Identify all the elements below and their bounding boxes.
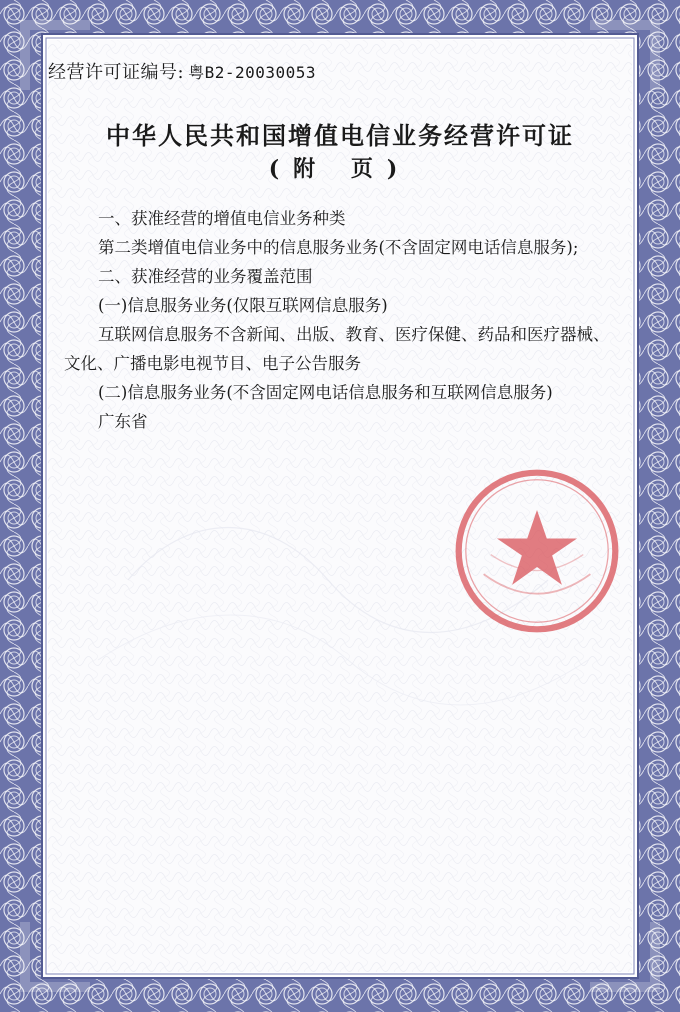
- section-2-item-1: (一)信息服务业务(仅限互联网信息服务): [98, 296, 388, 315]
- certificate-title: 中华人民共和国增值电信业务经营许可证: [106, 121, 574, 150]
- section-1-content: 第二类增值电信业务中的信息服务业务(不含固定网电话信息服务);: [98, 238, 579, 257]
- coverage-region: 广东省: [98, 412, 148, 431]
- certificate-subtitle: (附 页): [268, 156, 412, 182]
- certificate-body: [64, 204, 620, 436]
- license-number: [48, 58, 316, 84]
- license-number-label: 经营许可证编号:: [48, 62, 185, 83]
- section-1-heading: 一、获准经营的增值电信业务种类: [98, 209, 346, 228]
- official-seal: [448, 462, 626, 640]
- paper-area: [48, 40, 632, 972]
- license-number-value: 粤B2-20030053: [188, 63, 317, 82]
- section-2-item-2: (二)信息服务业务(不含固定网电话信息服务和互联网信息服务): [98, 383, 553, 402]
- section-2-heading: 二、获准经营的业务覆盖范围: [98, 267, 313, 286]
- section-2-item-1-content: 互联网信息服务不含新闻、出版、教育、医疗保健、药品和医疗器械、文化、广播电影电视节目、电子公告服务: [64, 325, 610, 373]
